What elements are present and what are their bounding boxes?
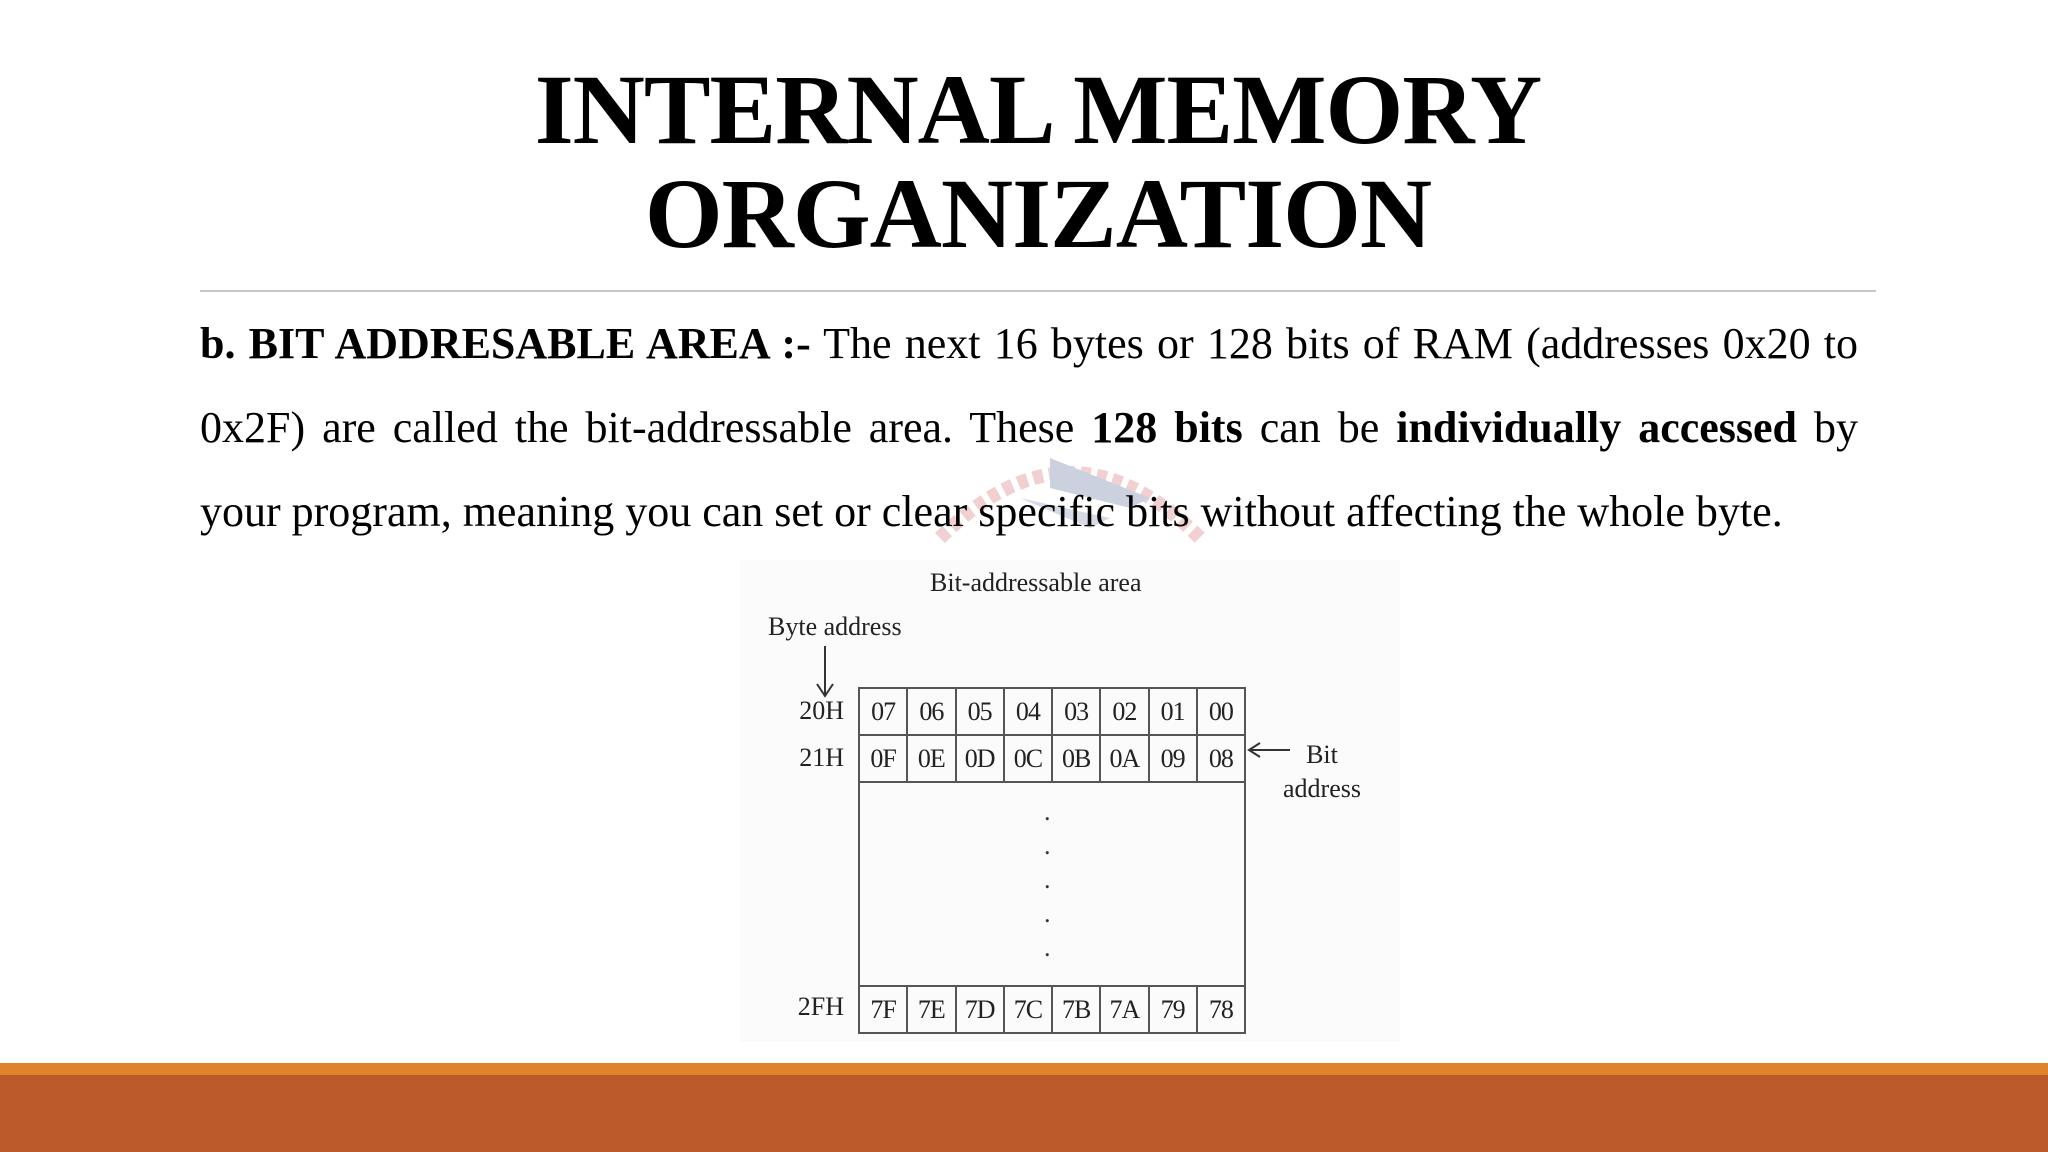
byte-address-label: Byte address — [768, 612, 902, 641]
grid-ellipsis-area — [860, 783, 1244, 987]
bit-cell: 7C — [1005, 987, 1053, 1032]
grid-row-21h — [860, 736, 1244, 783]
slide-title-line2: ORGANIZATION — [644, 158, 1432, 269]
bit-cell: 09 — [1150, 736, 1198, 781]
row-label-20h: 20H — [799, 696, 844, 725]
bit-grid — [858, 687, 1246, 1034]
bit-cell: 0B — [1053, 736, 1101, 781]
footer-bar — [0, 1075, 2048, 1152]
diagram-title: Bit-addressable area — [930, 568, 1142, 597]
bit-cell: 0C — [1005, 736, 1053, 781]
bit-cell: 03 — [1053, 689, 1101, 734]
bit-addressable-diagram — [740, 560, 1400, 1042]
bit-cell: 7D — [957, 987, 1005, 1032]
paragraph-text-1: The next 16 bytes or 128 bits of RAM (addresses 0x20 to 0x2F) are called the bit-addressable area. These — [200, 319, 1858, 452]
bit-address-label-line2: address — [1283, 774, 1361, 803]
bit-cell: 7B — [1053, 987, 1101, 1032]
paragraph-bold-1: 128 bits — [1091, 403, 1243, 452]
bit-cell: 7E — [908, 987, 956, 1032]
bit-cell: 00 — [1208, 697, 1233, 726]
bit-cell: 02 — [1101, 689, 1149, 734]
paragraph-bold-2: individually accessed — [1396, 403, 1798, 452]
bit-cell: 01 — [1150, 689, 1198, 734]
footer-accent-stripe — [0, 1063, 2048, 1075]
bit-address-label-line1: Bit — [1306, 740, 1338, 769]
bit-cell: 79 — [1150, 987, 1198, 1032]
slide-title — [200, 54, 1876, 269]
bit-cell: 04 — [1005, 689, 1053, 734]
title-divider — [200, 290, 1876, 292]
bit-cell: 07 — [860, 689, 908, 734]
bit-cell: 78 — [1208, 995, 1233, 1024]
row-label-2fh: 2FH — [797, 992, 844, 1021]
bit-cell: 7F — [860, 987, 908, 1032]
bit-cell: 0F — [860, 736, 908, 781]
bit-cell: 0A — [1101, 736, 1149, 781]
bit-cell: 08 — [1208, 744, 1233, 773]
bit-cell: 7A — [1101, 987, 1149, 1032]
grid-row-20h — [860, 689, 1244, 736]
down-arrow-icon — [812, 646, 838, 698]
bit-cell: 0D — [957, 736, 1005, 781]
paragraph-text-2: can be — [1242, 403, 1397, 452]
grid-row-2fh — [860, 987, 1244, 1032]
bit-cell: 0E — [908, 736, 956, 781]
bit-cell: 05 — [957, 689, 1005, 734]
section-heading: b. BIT ADDRESABLE AREA :- — [200, 319, 811, 368]
paragraph-text-3: by your program, meaning you can set or clear specific bits without affecting the whole byte. — [200, 403, 1858, 536]
body-paragraph — [200, 302, 1858, 554]
bit-address-label — [1272, 738, 1372, 806]
ellipsis-dots: . . . . . — [1044, 797, 1051, 962]
row-label-21h: 21H — [799, 743, 844, 772]
bit-cell: 06 — [908, 689, 956, 734]
slide-title-line1: INTERNAL MEMORY — [534, 54, 1542, 165]
